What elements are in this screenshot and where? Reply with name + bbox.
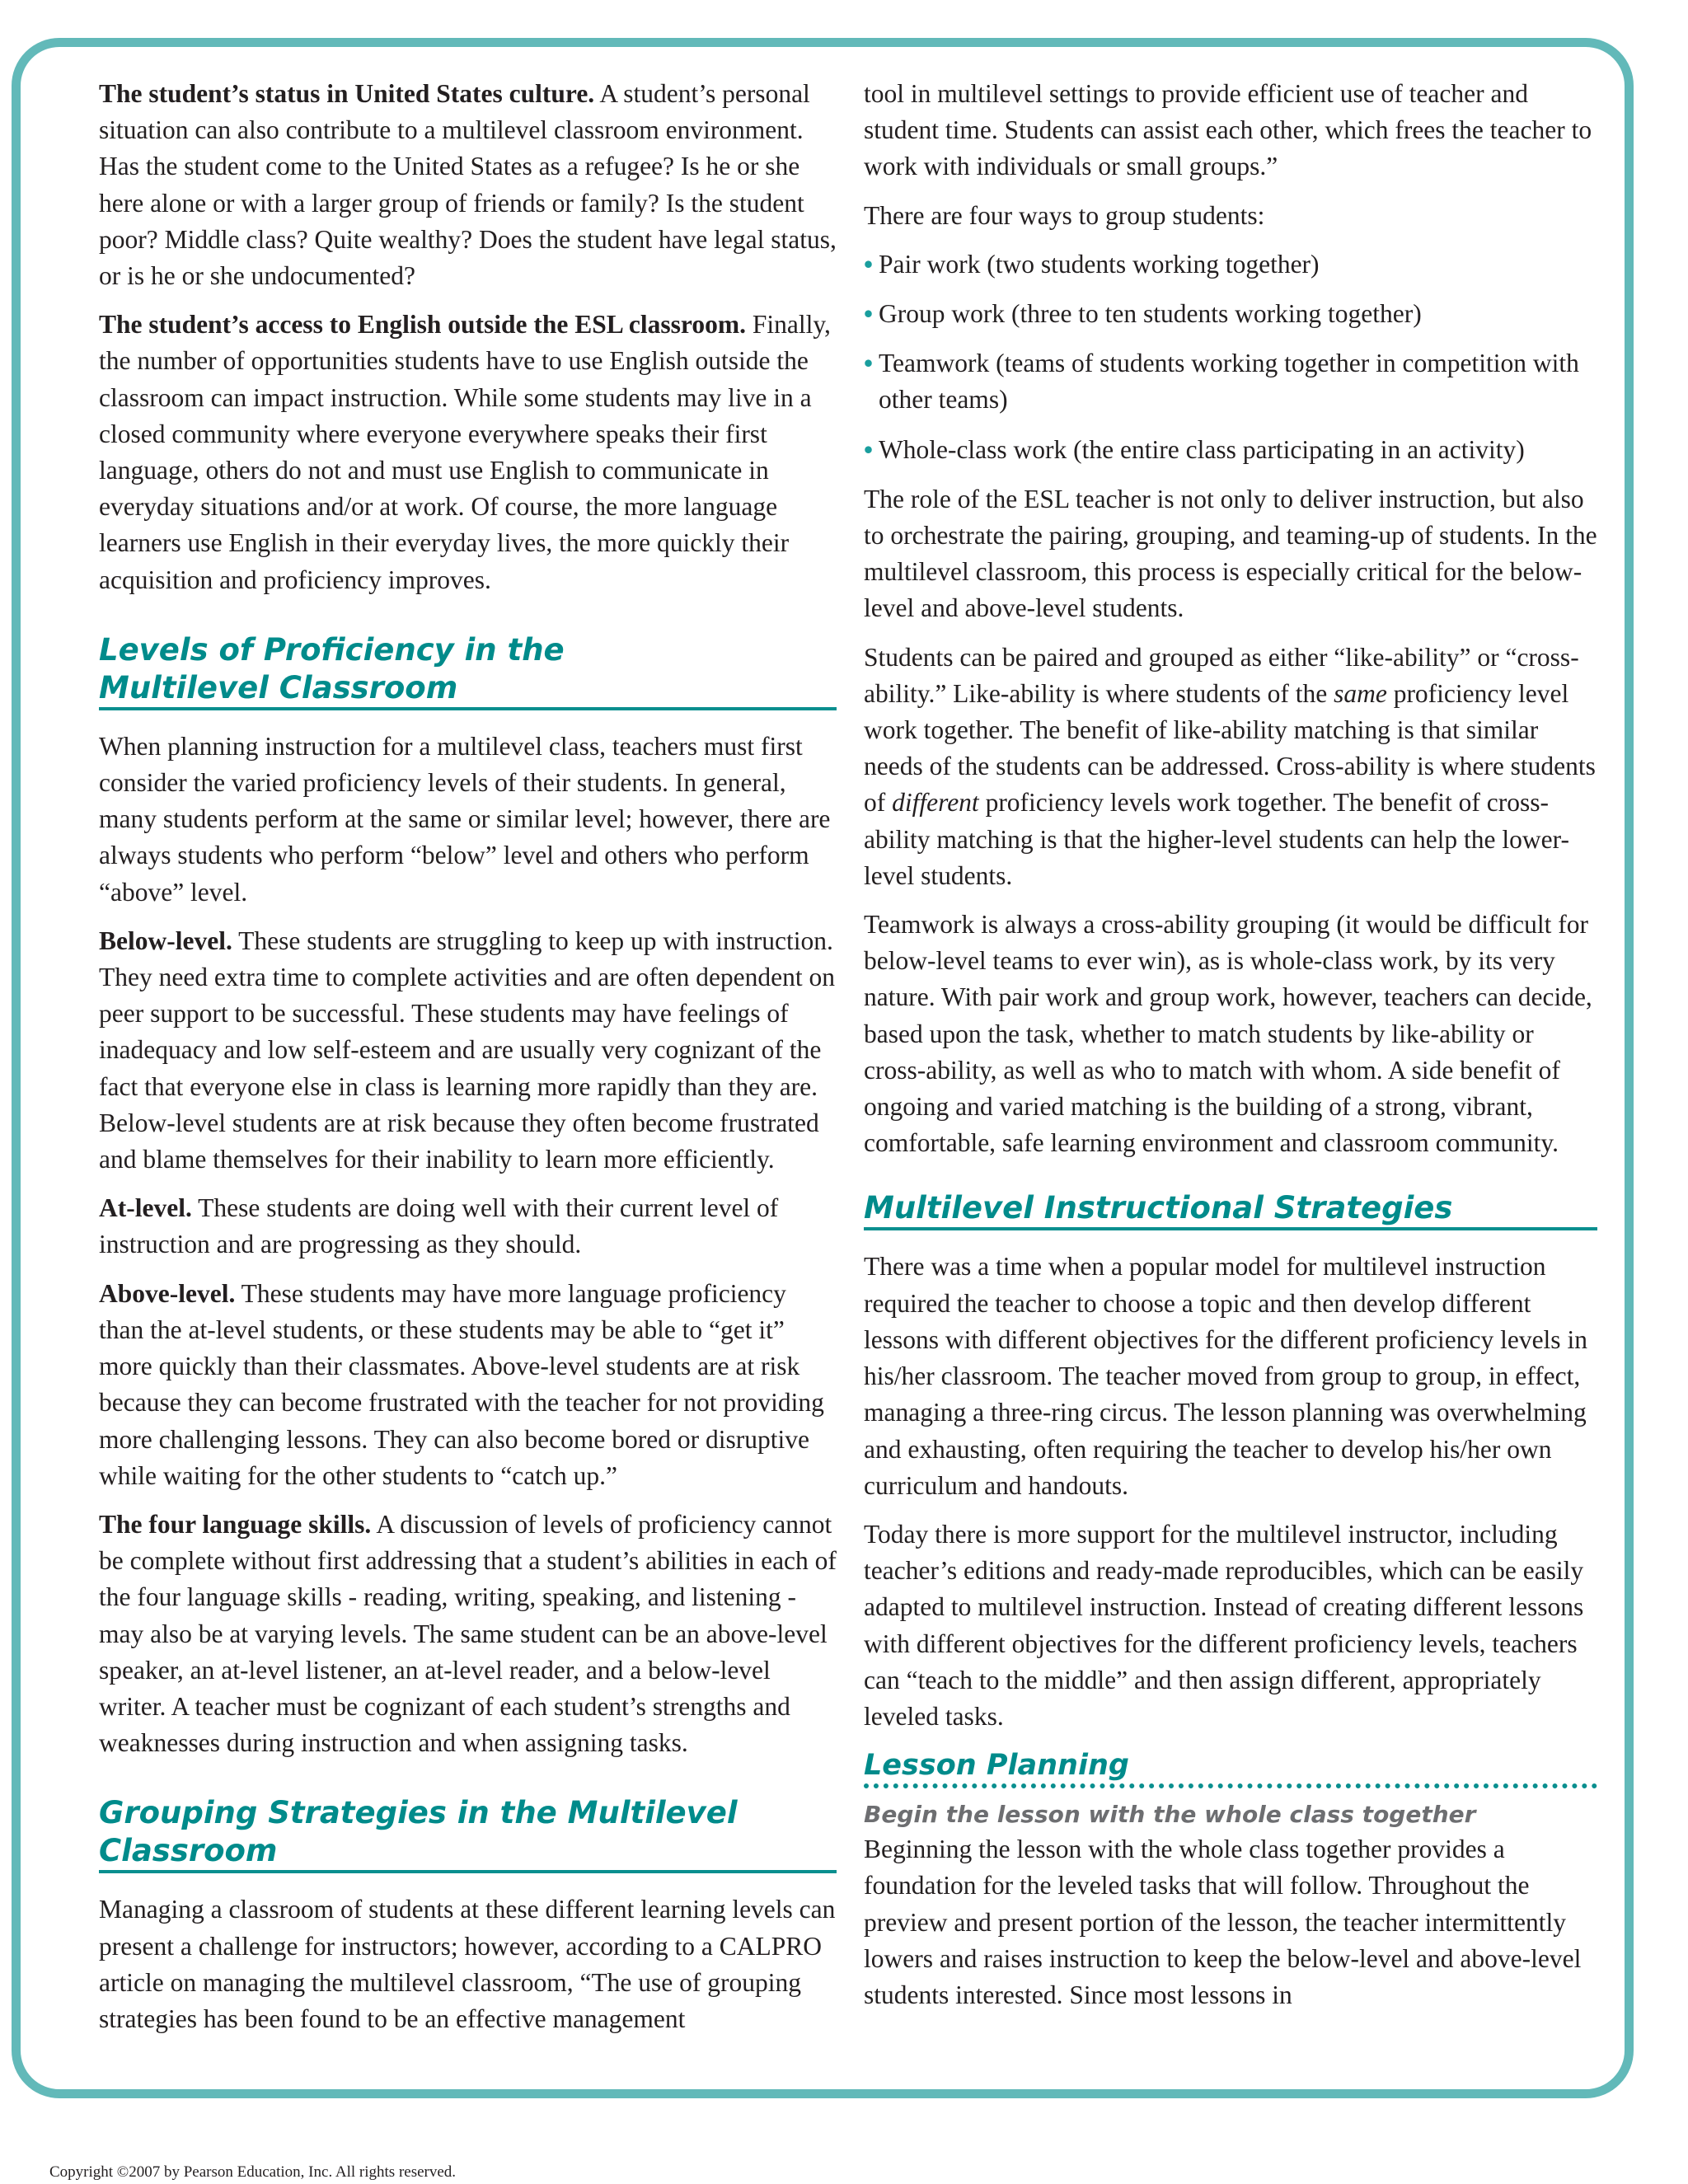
heading-instructional-strategies: Multilevel Instructional Strategies xyxy=(864,1189,1597,1230)
text-ability-a: Students can be paired and grouped as either “like-ability” or “cross-ability.” Like-ability is where students of the xyxy=(864,642,1579,708)
bullet-icon: • xyxy=(864,349,874,378)
heading-levels-line2: Multilevel Classroom xyxy=(99,669,458,705)
subheading-begin-lesson: Begin the lesson with the whole class together xyxy=(864,1801,1476,1829)
lead-culture-status: The student’s status in United States culture. xyxy=(99,79,595,108)
bullet-icon: • xyxy=(864,249,874,279)
lead-at-level: At-level. xyxy=(99,1193,192,1223)
text-ability-c: proficiency levels work together. The benefit of cross-ability matching is that the higher-level students can help the lower-level students. xyxy=(864,788,1569,890)
paragraph-english-access xyxy=(99,307,837,598)
text-culture-status: A student’s personal situation can also contribute to a multilevel classroom environment. Has the student come to the United States as a refugee? Is he or she here alone or with a larger group of friends or family? Is the student poor? Middle class? Quite wealthy? Does the student have legal status, or is he or she undocumented? xyxy=(99,79,837,291)
paragraph-culture-status xyxy=(99,76,837,294)
lead-above-level: Above-level. xyxy=(99,1278,236,1308)
text-above-level: These students may have more language proficiency than the at-level students, or these students may be able to “get it” more quickly than their classmates. Above-level students are at risk because they can become frustrated with the teacher for not providing more challenging lessons. They can also become bored or disruptive while waiting for the other students to “catch up.” xyxy=(99,1278,824,1490)
list-item xyxy=(864,432,1597,468)
paragraph-teacher-role: The role of the ESL teacher is not only to deliver instruction, but also to orchestrate the pairing, grouping, and teaming-up of students. In the multilevel classroom, this process is especially critical for the below-level and above-level students. xyxy=(864,484,1597,623)
left-column xyxy=(99,76,837,2037)
list-item xyxy=(864,246,1597,283)
bullet-text: Whole-class work (the entire class participating in an activity) xyxy=(879,434,1525,464)
bullet-text: Group work (three to ten students working together) xyxy=(879,299,1422,329)
text-four-skills: A discussion of levels of proficiency cannot be complete without first addressing that a student’s abilities in each of the four language skills - reading, writing, speaking, and listening - may also be at varying levels. The same student can be an above-level speaker, an at-level listener, an at-level reader, and a below-level writer. A teacher must be cognizant of each student’s strengths and weaknesses during instruction and when assigning tasks. xyxy=(99,1509,837,1758)
paragraph-planning: When planning instruction for a multilevel class, teachers must first consider the varied proficiency levels of their students. In general, many students perform at the same or similar level; however, there are always students who perform “below” level and others who perform “above” level. xyxy=(99,731,831,907)
text-at-level: These students are doing well with their current level of instruction and are progressing as they should. xyxy=(99,1193,779,1259)
paragraph-ability-pairing xyxy=(864,640,1597,894)
lead-below-level: Below-level. xyxy=(99,926,232,955)
heading-grouping-strategies: Grouping Strategies in the Multilevel Classroom xyxy=(99,1794,837,1873)
paragraph-popular-model: There was a time when a popular model for multilevel instruction required the teacher to choose a topic and then develop different lessons with different objectives for the different proficiency levels in his/her classroom. The teacher moved from group to group, in effect, managing a three-ring circus. The lesson planning was overwhelming and exhausting, often requiring the teacher to develop his/her own curriculum and handouts. xyxy=(864,1252,1587,1500)
paragraph-teamwork: Teamwork is always a cross-ability grouping (it would be difficult for below-level teams to ever win), as is whole-class work, by its very nature. With pair work and group work, however, teachers can decide, based upon the task, whether to match students by like-ability or cross-ability, as well as who to match with whom. A side benefit of ongoing and varied matching is the building of a strong, vibrant, comfortable, safe learning environment and classroom community. xyxy=(864,910,1592,1158)
paragraph-below-level xyxy=(99,923,837,1178)
emphasis-same: same xyxy=(1334,678,1387,708)
bullet-icon: • xyxy=(864,299,874,329)
lead-english-access: The student’s access to English outside the ESL classroom. xyxy=(99,310,746,340)
paragraph-at-level xyxy=(99,1190,837,1263)
paragraph-managing: Managing a classroom of students at these different learning levels can present a challenge for instructors; however, according to a CALPRO article on managing the multilevel classroom, “The use of grouping strategies has been found to be an effective management xyxy=(99,1895,836,2033)
bullet-icon: • xyxy=(864,434,874,464)
text-ability-b: proficiency level work together. The benefit of like-ability matching is that similar needs of the students can be addressed. Cross-ability is where students of xyxy=(864,678,1596,818)
paragraph-four-ways: There are four ways to group students: xyxy=(864,200,1265,230)
paragraph-begin-lesson: Beginning the lesson with the whole class together provides a foundation for the leveled tasks that will follow. Throughout the preview and present portion of the lesson, the teacher intermittently lowers and raises instruction to keep the below-level and above-level students interested. Since most lessons in xyxy=(864,1835,1582,2009)
bullet-text: Teamwork (teams of students working together in competition with other teams) xyxy=(879,349,1579,415)
heading-levels-of-proficiency xyxy=(99,631,837,710)
right-column xyxy=(864,76,1597,2013)
list-item xyxy=(864,296,1597,332)
bullet-text: Pair work (two students working together) xyxy=(879,249,1320,279)
paragraph-tool: tool in multilevel settings to provide efficient use of teacher and student time. Students can assist each other, which frees the teacher to work with individuals or small groups.” xyxy=(864,79,1592,181)
grouping-list xyxy=(864,246,1597,468)
emphasis-different: different xyxy=(892,788,979,818)
paragraph-today-support: Today there is more support for the multilevel instructor, including teacher’s editions and ready-made reproducibles, which can be easily adapted to multilevel instruction. Instead of creating different lessons with different objectives for the different proficiency levels, teachers can “teach to the middle” and then assign different, appropriately leveled tasks. xyxy=(864,1519,1584,1731)
copyright-footer: Copyright ©2007 by Pearson Education, Inc. All rights reserved. xyxy=(49,2163,457,2181)
heading-levels-line1: Levels of Proficiency in the xyxy=(99,631,565,668)
text-english-access: Finally, the number of opportunities students have to use English outside the classroom can impact instruction. While some students may live in a closed community where everyone everywhere speaks their first language, others do not and must use English to communicate in everyday situations and/or at work. Of course, the more language learners use English in their everyday lives, the more quickly their acquisition and proficiency improves. xyxy=(99,310,831,594)
paragraph-four-skills xyxy=(99,1507,837,1761)
text-below-level: These students are struggling to keep up with instruction. They need extra time to complete activities and are often dependent on peer support to be successful. These students may have feelings of inadequacy and low self-esteem and are usually very cognizant of the fact that everyone else in class is learning more rapidly than they are. Below-level students are at risk because they often become frustrated and blame themselves for their inability to learn more efficiently. xyxy=(99,926,836,1174)
list-item xyxy=(864,345,1597,418)
lead-four-skills: The four language skills. xyxy=(99,1509,372,1539)
heading-lesson-planning: Lesson Planning xyxy=(864,1747,1597,1788)
paragraph-above-level xyxy=(99,1276,837,1494)
